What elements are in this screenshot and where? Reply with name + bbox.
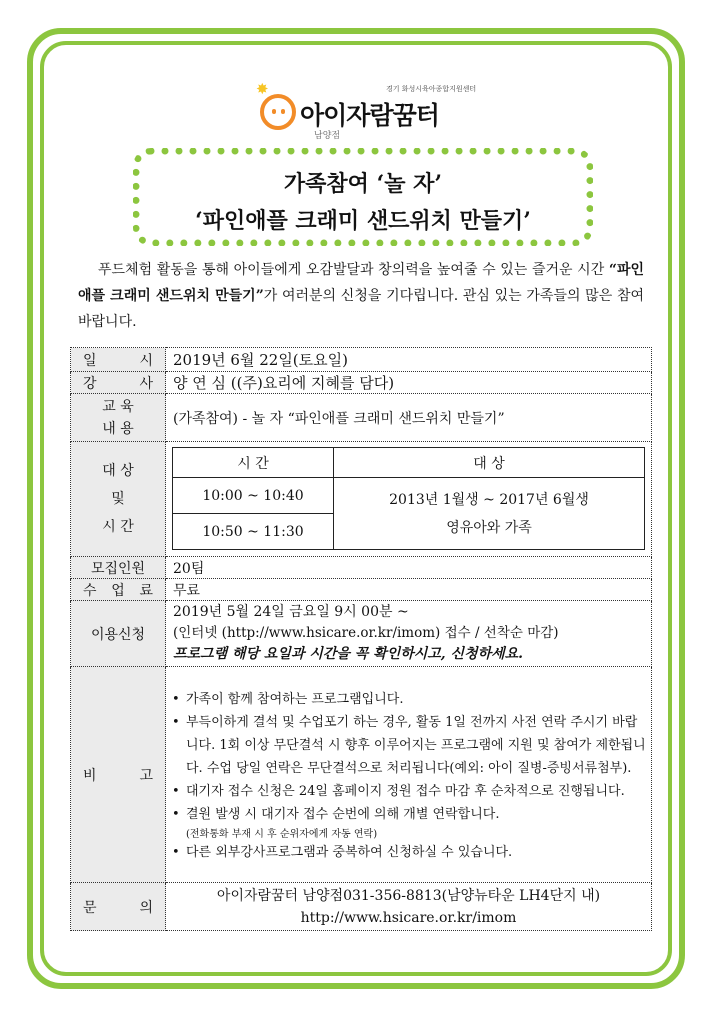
row-capacity (71, 557, 652, 579)
row-date (71, 348, 652, 372)
row-fee (71, 579, 652, 601)
label-inquiry: 문 의 (71, 883, 166, 931)
label-capacity: 모집인원 (71, 557, 166, 579)
label-target: 대 상 및 시 간 (71, 442, 166, 557)
star-icon: ✸ (256, 80, 269, 98)
value-date: 2019년 6월 22일(토요일) (166, 348, 652, 372)
logo (256, 80, 476, 144)
intro-text-1: 푸드체험 활동을 통해 아이들에게 오감발달과 창의력을 높여줄 수 있는 즐거운 시간 (98, 262, 609, 278)
note-item: • 다른 외부강사프로그램과 중복하여 신청하실 수 있습니다. (172, 845, 513, 860)
note-item: • 가족이 함께 참여하는 프로그램입니다. (172, 688, 647, 711)
title-line-1: 가족참여 ‘놀 자’ (283, 171, 443, 197)
intro-highlight: “파인애플 크래미 샌드위치 만들기” (78, 262, 644, 304)
title-box (133, 148, 593, 246)
logo-org: 경기 화성시육아종합지원센터 (386, 85, 477, 93)
label-apply: 이용신청 (71, 601, 166, 667)
apply-notice: 프로그램 해당 요일과 시간을 꼭 확인하시고, 신청하세요. (173, 646, 524, 662)
row-instructor (71, 372, 652, 394)
note-item: • 대기자 접수 신청은 24일 홈페이지 정원 접수 마감 후 순차적으로 진행됩니다. (172, 780, 647, 803)
value-inquiry (166, 883, 652, 931)
schedule-table (172, 447, 645, 550)
schedule-header-time: 시 간 (173, 448, 334, 478)
value-fee: 무료 (166, 579, 652, 601)
logo-name: 아이자람꿈터 (300, 101, 439, 130)
info-table (70, 347, 652, 931)
intro-text-2: 가 여러분의 신청을 기다립니다. 관심 있는 가족들의 많은 참여 바랍니다. (78, 288, 644, 330)
schedule-time-2: 10:50 ~ 11:30 (173, 514, 334, 550)
value-notes (166, 667, 652, 883)
note-sub: (전화통화 부재 시 후 순위자에게 자동 연락) (186, 829, 378, 840)
value-instructor: 양 연 심 ((주)요리에 지혜를 담다) (166, 372, 652, 394)
schedule-header-target: 대 상 (334, 448, 645, 478)
inquiry-contact: 아이자람꿈터 남양점031-356-8813(남양뉴타운 LH4단지 내) (216, 887, 601, 904)
schedule-time-1: 10:00 ~ 10:40 (173, 478, 334, 514)
title-line-2: ‘파인애플 크래미 샌드위치 만들기’ (195, 208, 531, 234)
logo-branch: 남양점 (314, 131, 341, 141)
bullet-icon: • (172, 692, 180, 707)
label-notes: 비 고 (71, 667, 166, 883)
label-date: 일 시 (71, 348, 166, 372)
inquiry-link[interactable]: http://www.hsicare.or.kr/imom (300, 909, 517, 926)
row-inquiry (71, 883, 652, 931)
value-capacity: 20팀 (166, 557, 652, 579)
value-content: (가족참여) - 놀 자 “파인애플 크래미 샌드위치 만들기” (166, 394, 652, 442)
label-fee: 수 업 료 (71, 579, 166, 601)
bullet-icon: • (172, 715, 180, 730)
intro-paragraph (78, 257, 644, 335)
apply-link[interactable]: (인터넷 (http://www.hsicare.or.kr/imom) 접수 / 선착순 마감) (173, 625, 559, 641)
note-item: • 결원 발생 시 대기자 접수 순번에 의해 개별 연락합니다. (172, 803, 647, 826)
label-content: 교 육 내 용 (71, 394, 166, 442)
apply-date: 2019년 5월 24일 금요일 9시 00분 ~ (173, 604, 409, 620)
schedule-cell (166, 442, 652, 557)
schedule-target: 2013년 1월생 ~ 2017년 6월생 영유아와 가족 (334, 478, 645, 550)
label-instructor: 강 사 (71, 372, 166, 394)
row-notes (71, 667, 652, 883)
note-item: • 부득이하게 결석 및 수업포기 하는 경우, 활동 1일 전까지 사전 연락 주시기 바랍니다. 1회 이상 무단결석 시 향후 이루어지는 프로그램에 지원 및 참여가 제한됩니다. 수업 당일 연락은 무단결석으로 처리됩니다(예외: 아이 질병-증빙서류첨부). (172, 711, 647, 780)
bullet-icon: • (172, 784, 180, 799)
smile-face-icon (260, 94, 296, 130)
bullet-icon: • (172, 845, 180, 860)
row-apply (71, 601, 652, 667)
bullet-icon: • (172, 807, 180, 822)
row-content (71, 394, 652, 442)
row-target (71, 442, 652, 557)
value-apply (166, 601, 652, 667)
